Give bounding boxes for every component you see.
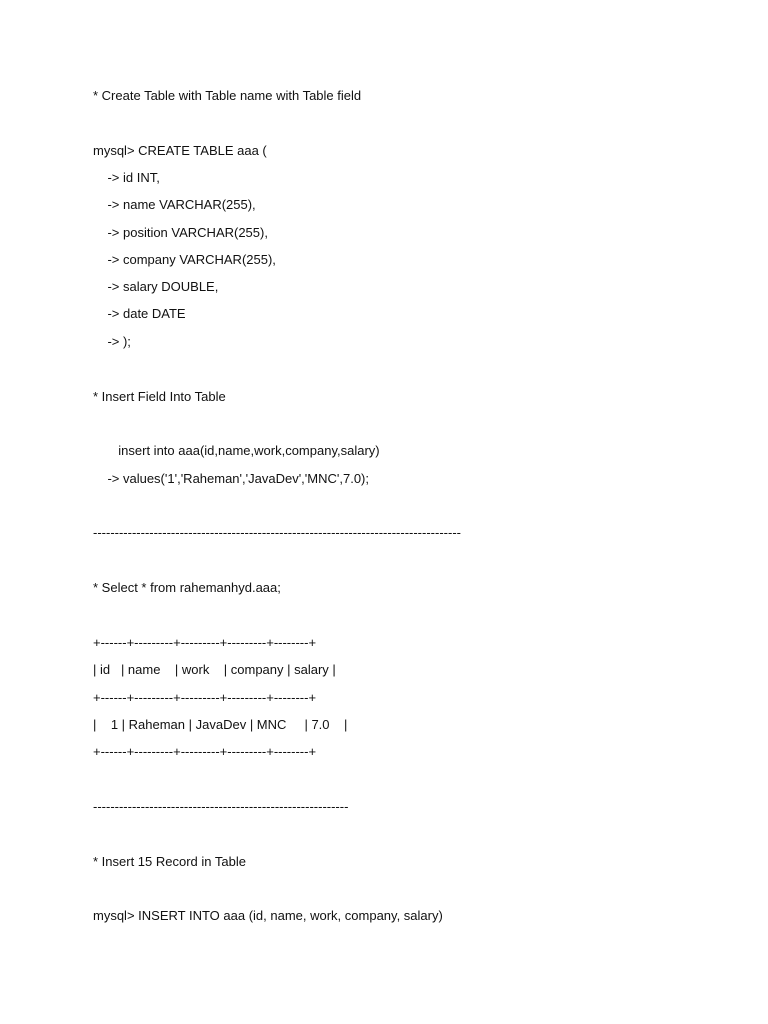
sql-line: -> name VARCHAR(255),	[93, 197, 256, 212]
result-table-border: +------+---------+---------+---------+--------+	[93, 635, 317, 650]
heading-select: * Select * from rahemanhyd.aaa;	[93, 580, 281, 595]
sql-line: mysql> INSERT INTO aaa (id, name, work, company, salary)	[93, 908, 443, 923]
sql-line: -> salary DOUBLE,	[93, 279, 219, 294]
sql-line: -> );	[93, 334, 131, 349]
result-table-row: | 1 | Raheman | JavaDev | MNC | 7.0 |	[93, 717, 348, 732]
result-table-border: +------+---------+---------+---------+--------+	[93, 690, 317, 705]
heading-create-table: * Create Table with Table name with Table field	[93, 88, 362, 103]
heading-insert-field: * Insert Field Into Table	[93, 389, 226, 404]
sql-line: -> id INT,	[93, 170, 160, 185]
sql-line: insert into aaa(id,name,work,company,salary)	[93, 443, 380, 458]
sql-line: -> position VARCHAR(255),	[93, 225, 268, 240]
result-table-border: +------+---------+---------+---------+--------+	[93, 744, 317, 759]
sql-line: -> date DATE	[93, 306, 186, 321]
heading-insert-records: * Insert 15 Record in Table	[93, 854, 246, 869]
divider-line: -------------------------------------------------------------------------------------	[93, 525, 461, 540]
sql-line: -> values('1','Raheman','JavaDev','MNC',7.0);	[93, 471, 369, 486]
sql-line: mysql> CREATE TABLE aaa (	[93, 143, 267, 158]
sql-line: -> company VARCHAR(255),	[93, 252, 276, 267]
divider-line: -----------------------------------------------------------	[93, 799, 349, 814]
result-table-header: | id | name | work | company | salary |	[93, 662, 336, 677]
